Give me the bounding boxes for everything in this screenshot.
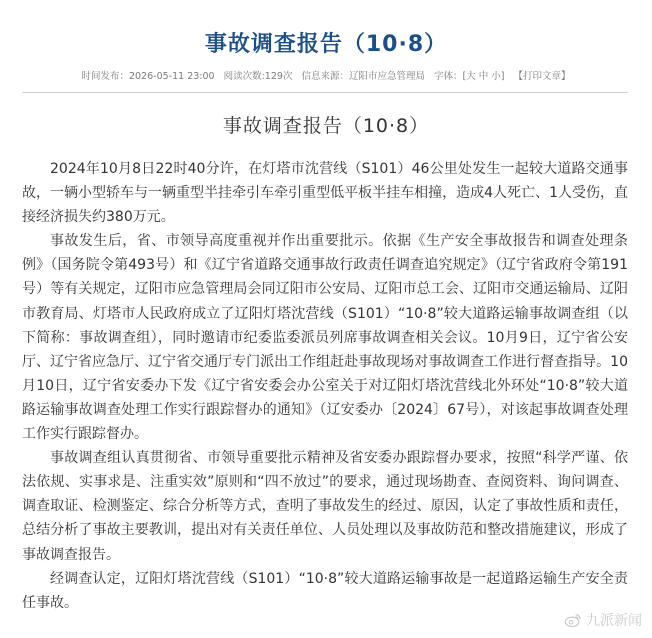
news-watermark (564, 610, 642, 630)
publish-time: 时间发布：2026-05-11 23:00 (81, 71, 215, 82)
watermark-text: 九派新闻 (586, 613, 642, 629)
page-title: 事故调查报告（10·8） (204, 32, 448, 57)
header-divider (22, 92, 628, 93)
document-title: 事故调查报告（10·8） (222, 115, 430, 137)
article-meta (0, 70, 652, 84)
weibo-icon (564, 611, 582, 629)
info-source: 信息来源：辽阳市应急管理局 (301, 71, 425, 82)
page-header (0, 0, 652, 98)
paragraph-2: 事故发生后，省、市领导高度重视并作出重要批示。依据《生产安全事故报告和调查处理条例》（国务院令第493号）和《辽宁省道路交通事故行政责任调查追究规定》（辽宁省政府令第191号）等有关规定，辽阳市应急管理局会同辽阳市公安局、辽阳市总工会、辽阳市交通运输局、辽阳市教育局、灯塔市人民政府成立了辽阳灯塔沈营线（S101）“10·8”较大道路运输事故调查组（以下简称：事故调查组），同时邀请市纪委监委派员列席事故调查相关会议。10月9日，辽宁省公安厅、辽宁省应急厅、辽宁省交通厅专门派出工作组赶赴事故现场对事故调查工作进行督查指导。10月10日，辽宁省安委办下发《辽宁省安委会办公室关于对辽阳灯塔沈营线北外环处“10·8”较大道路运输事故调查处理工作实行跟踪督办的通知》（辽安委办〔2024〕67号），对该起事故调查处理工作实行跟踪督办。 (22, 233, 628, 443)
font-size-control[interactable]: 字体：[大 中 小] (434, 71, 505, 82)
paragraph-1: 2024年10月8日22时40分许，在灯塔市沈营线（S101）46公里处发生一起较大道路交通事故，一辆小型轿车与一辆重型半挂牵引车牵引重型低平板半挂车相撞，造成4人死亡、1人受伤，直接经济损失约380万元。 (22, 161, 628, 226)
view-count: 阅读次数:129次 (223, 71, 293, 82)
paragraph-3: 事故调查组认真贯彻省、市领导重要批示精神及省安委办跟踪督办要求，按照“科学严谨、依法依规、实事求是、注重实效”原则和“四不放过”的要求，通过现场勘查、查阅资料、询问调查、调查取证、检测鉴定、综合分析等方式，查明了事故发生的经过、原因，认定了事故性质和责任，总结分析了事故主要教训，提出对有关责任单位、人员处理以及事故防范和整改措施建议，形成了事故调查报告。 (22, 450, 628, 563)
print-article-link[interactable]: 【打印文章】 (513, 71, 571, 82)
paragraph-4: 经调查认定，辽阳灯塔沈营线（S101）“10·8”较大道路运输事故是一起道路运输生产安全责任事故。 (22, 570, 628, 611)
article-body (22, 157, 628, 615)
